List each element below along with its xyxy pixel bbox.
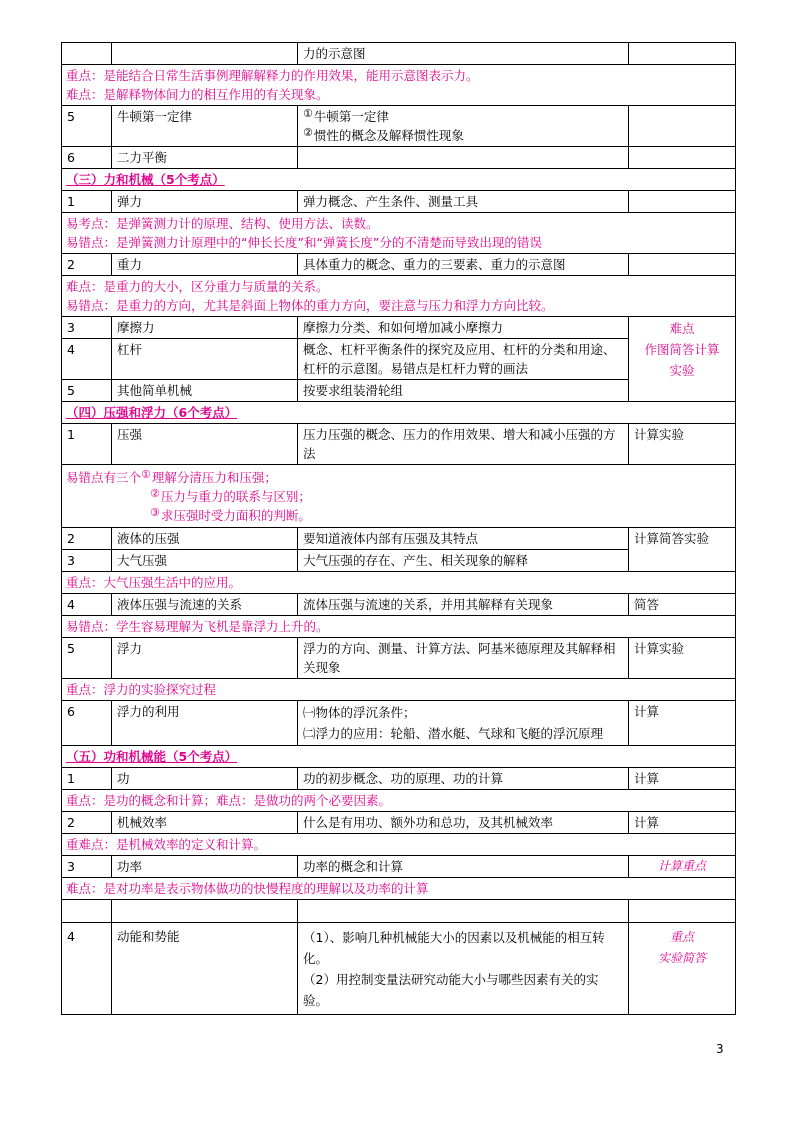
note-cell (62, 65, 736, 106)
section-header-cell (62, 402, 736, 424)
description-line: （1）、影响几种机械能大小的因素以及机械能的相互转化。 (303, 930, 605, 966)
topic-cell (112, 43, 298, 65)
topic-cell: 弹力 (112, 191, 298, 213)
description-cell: 概念、杠杆平衡条件的探究及应用、杠杆的分类和用途、杠杆的示意图。易错点是杠杆力臂的画法 (298, 339, 629, 380)
row-number-cell: 1 (62, 768, 112, 790)
row-number-cell: 2 (62, 528, 112, 550)
row-number-cell: 5 (62, 638, 112, 679)
topic-cell: 液体的压强 (112, 528, 298, 550)
row-number-cell: 5 (62, 106, 112, 147)
description-cell: 浮力的方向、测量、计算方法、阿基米德原理及其解释相关现象 (298, 638, 629, 679)
topic-cell: 压强 (112, 424, 298, 465)
description-line: ㈠物体的浮沉条件； (303, 705, 416, 720)
type-cell: 计算 (629, 812, 736, 834)
type-cell: 计算实验 (629, 638, 736, 679)
circled-number-1: ① (141, 468, 151, 481)
row-number-cell: 3 (62, 856, 112, 878)
table-row (62, 424, 736, 465)
table-row (62, 254, 736, 276)
topic-cell: 浮力的利用 (112, 701, 298, 746)
row-number-cell: 3 (62, 550, 112, 572)
row-number-cell (62, 43, 112, 65)
type-cell (629, 147, 736, 169)
row-number-cell: 1 (62, 191, 112, 213)
topic-cell: 二力平衡 (112, 147, 298, 169)
table-row (62, 106, 736, 147)
row-number-cell: 1 (62, 424, 112, 465)
note-lead: 易错点有三个 (66, 470, 142, 485)
type-cell (629, 106, 736, 147)
note-row (62, 276, 736, 317)
topic-cell: 动能和势能 (112, 923, 298, 1015)
description-cell (298, 147, 629, 169)
type-cell (629, 191, 736, 213)
note-cell (62, 465, 736, 528)
description-cell: 功的初步概念、功的原理、功的计算 (298, 768, 629, 790)
topic-cell: 浮力 (112, 638, 298, 679)
topic-cell: 功 (112, 768, 298, 790)
description-cell: 要知道液体内部有压强及其特点 (298, 528, 629, 550)
row-number-cell: 4 (62, 594, 112, 616)
table-row (62, 317, 736, 339)
topic-cell: 摩擦力 (112, 317, 298, 339)
topic-cell: 液体压强与流速的关系 (112, 594, 298, 616)
note-cell: 重点：是功的概念和计算；难点：是做功的两个必要因素。 (62, 790, 736, 812)
topic-cell: 其他简单机械 (112, 380, 298, 402)
note-cell: 易错点：学生容易理解为飞机是靠浮力上升的。 (62, 616, 736, 638)
note-row (62, 465, 736, 528)
description-line: （2）用控制变量法研究动能大小与哪些因素有关的实验。 (303, 972, 599, 1008)
description-cell: 弹力概念、产生条件、测量工具 (298, 191, 629, 213)
page-number: 3 (716, 1042, 724, 1056)
type-cell (629, 254, 736, 276)
table-row (62, 147, 736, 169)
row-number-cell: 2 (62, 812, 112, 834)
description-cell: 功率的概念和计算 (298, 856, 629, 878)
row-number-cell: 5 (62, 380, 112, 402)
description-cell (298, 923, 629, 1015)
table-row (62, 856, 736, 878)
type-cell (629, 900, 736, 923)
note-row (62, 790, 736, 812)
type-cell: 计算实验 (629, 424, 736, 465)
note-row (62, 65, 736, 106)
description-cell: 按要求组装滑轮组 (298, 380, 629, 402)
description-cell: 什么是有用功、额外功和总功，及其机械效率 (298, 812, 629, 834)
description-cell: 压力压强的概念、压力的作用效果、增大和减小压强的方法 (298, 424, 629, 465)
description-cell: 大气压强的存在、产生、相关现象的解释 (298, 550, 629, 572)
note-row (62, 572, 736, 594)
note-row (62, 878, 736, 900)
section-title: （四）压强和浮力（6个考点） (66, 405, 238, 420)
type-cell: 简答 (629, 594, 736, 616)
circled-number-3: ③ (150, 506, 160, 519)
table-row (62, 768, 736, 790)
section-header-row (62, 746, 736, 768)
note-line: 易错点：是弹簧测力计原理中的“伸长长度”和“弹簧长度”分的不清楚而导致出现的错误 (66, 235, 542, 250)
description-cell (298, 900, 629, 923)
note-row (62, 213, 736, 254)
note-line: 易考点：是弹簧测力计的原理、结构、使用方法、读数。 (66, 216, 379, 231)
topic-cell (112, 900, 298, 923)
topic-cell: 功率 (112, 856, 298, 878)
note-cell: 重点：大气压强生活中的应用。 (62, 572, 736, 594)
type-cell: 重点 实验简答 (629, 923, 736, 1015)
note-line: 易错点：是重力的方向，尤其是斜面上物体的重力方向，要注意与压力和浮力方向比较。 (66, 298, 554, 313)
circled-number-2: ② (303, 126, 313, 139)
type-cell: 难点 作图简答计算 实验 (629, 317, 736, 402)
section-header-row (62, 169, 736, 191)
topic-cell: 重力 (112, 254, 298, 276)
topic-cell: 大气压强 (112, 550, 298, 572)
row-number-cell: 2 (62, 254, 112, 276)
row-number-cell: 6 (62, 701, 112, 746)
topic-cell: 机械效率 (112, 812, 298, 834)
note-row (62, 834, 736, 856)
note-row (62, 679, 736, 701)
description-line: 惯性的概念及解释惯性现象 (313, 128, 464, 143)
circled-number-2: ② (150, 487, 160, 500)
table-row (62, 812, 736, 834)
type-cell (629, 43, 736, 65)
circled-number-1: ① (303, 107, 313, 120)
description-cell: 力的示意图 (298, 43, 629, 65)
type-cell: 计算 (629, 701, 736, 746)
table-row (62, 594, 736, 616)
note-cell (62, 276, 736, 317)
note-row (62, 616, 736, 638)
note-line: 重点：是能结合日常生活事例理解解释力的作用效果，能用示意图表示力。 (66, 68, 479, 83)
description-cell: 具体重力的概念、重力的三要素、重力的示意图 (298, 254, 629, 276)
table-row (62, 191, 736, 213)
type-cell: 计算重点 (629, 856, 736, 878)
description-cell (298, 106, 629, 147)
table-row (62, 43, 736, 65)
type-cell: 计算 (629, 768, 736, 790)
type-cell: 计算简答实验 (629, 528, 736, 572)
note-cell: 重难点：是机械效率的定义和计算。 (62, 834, 736, 856)
row-number-cell: 4 (62, 923, 112, 1015)
row-number-cell (62, 900, 112, 923)
section-header-cell (62, 746, 736, 768)
table-row (62, 528, 736, 550)
row-number-cell: 4 (62, 339, 112, 380)
note-cell: 难点：是对功率是表示物体做功的快慢程度的理解以及功率的计算 (62, 878, 736, 900)
section-header-cell (62, 169, 736, 191)
topic-cell: 牛顿第一定律 (112, 106, 298, 147)
exam-points-table (61, 42, 736, 1015)
table-row (62, 638, 736, 679)
note-item: 压力与重力的联系与区别； (160, 489, 311, 504)
table-row (62, 701, 736, 746)
section-header-row (62, 402, 736, 424)
note-cell (62, 213, 736, 254)
row-number-cell: 3 (62, 317, 112, 339)
description-line: 牛顿第一定律 (313, 109, 389, 124)
note-line: 难点：是重力的大小，区分重力与质量的关系。 (66, 279, 329, 294)
note-item: 求压强时受力面积的判断。 (160, 508, 311, 523)
description-line: ㈡浮力的应用：轮船、潜水艇、气球和飞艇的浮沉原理 (303, 726, 604, 741)
description-cell: 流体压强与流速的关系，并用其解释有关现象 (298, 594, 629, 616)
note-line: 难点：是解释物体间力的相互作用的有关现象。 (66, 87, 329, 102)
section-title: （三）力和机械（5个考点） (66, 172, 225, 187)
description-cell (298, 701, 629, 746)
note-item: 理解分清压力和压强； (151, 470, 277, 485)
note-cell: 重点：浮力的实验探究过程 (62, 679, 736, 701)
row-number-cell: 6 (62, 147, 112, 169)
table-row (62, 900, 736, 923)
section-title: （五）功和机械能（5个考点） (66, 749, 238, 764)
table-row (62, 923, 736, 1015)
topic-cell: 杠杆 (112, 339, 298, 380)
description-cell: 摩擦力分类、和如何增加减小摩擦力 (298, 317, 629, 339)
